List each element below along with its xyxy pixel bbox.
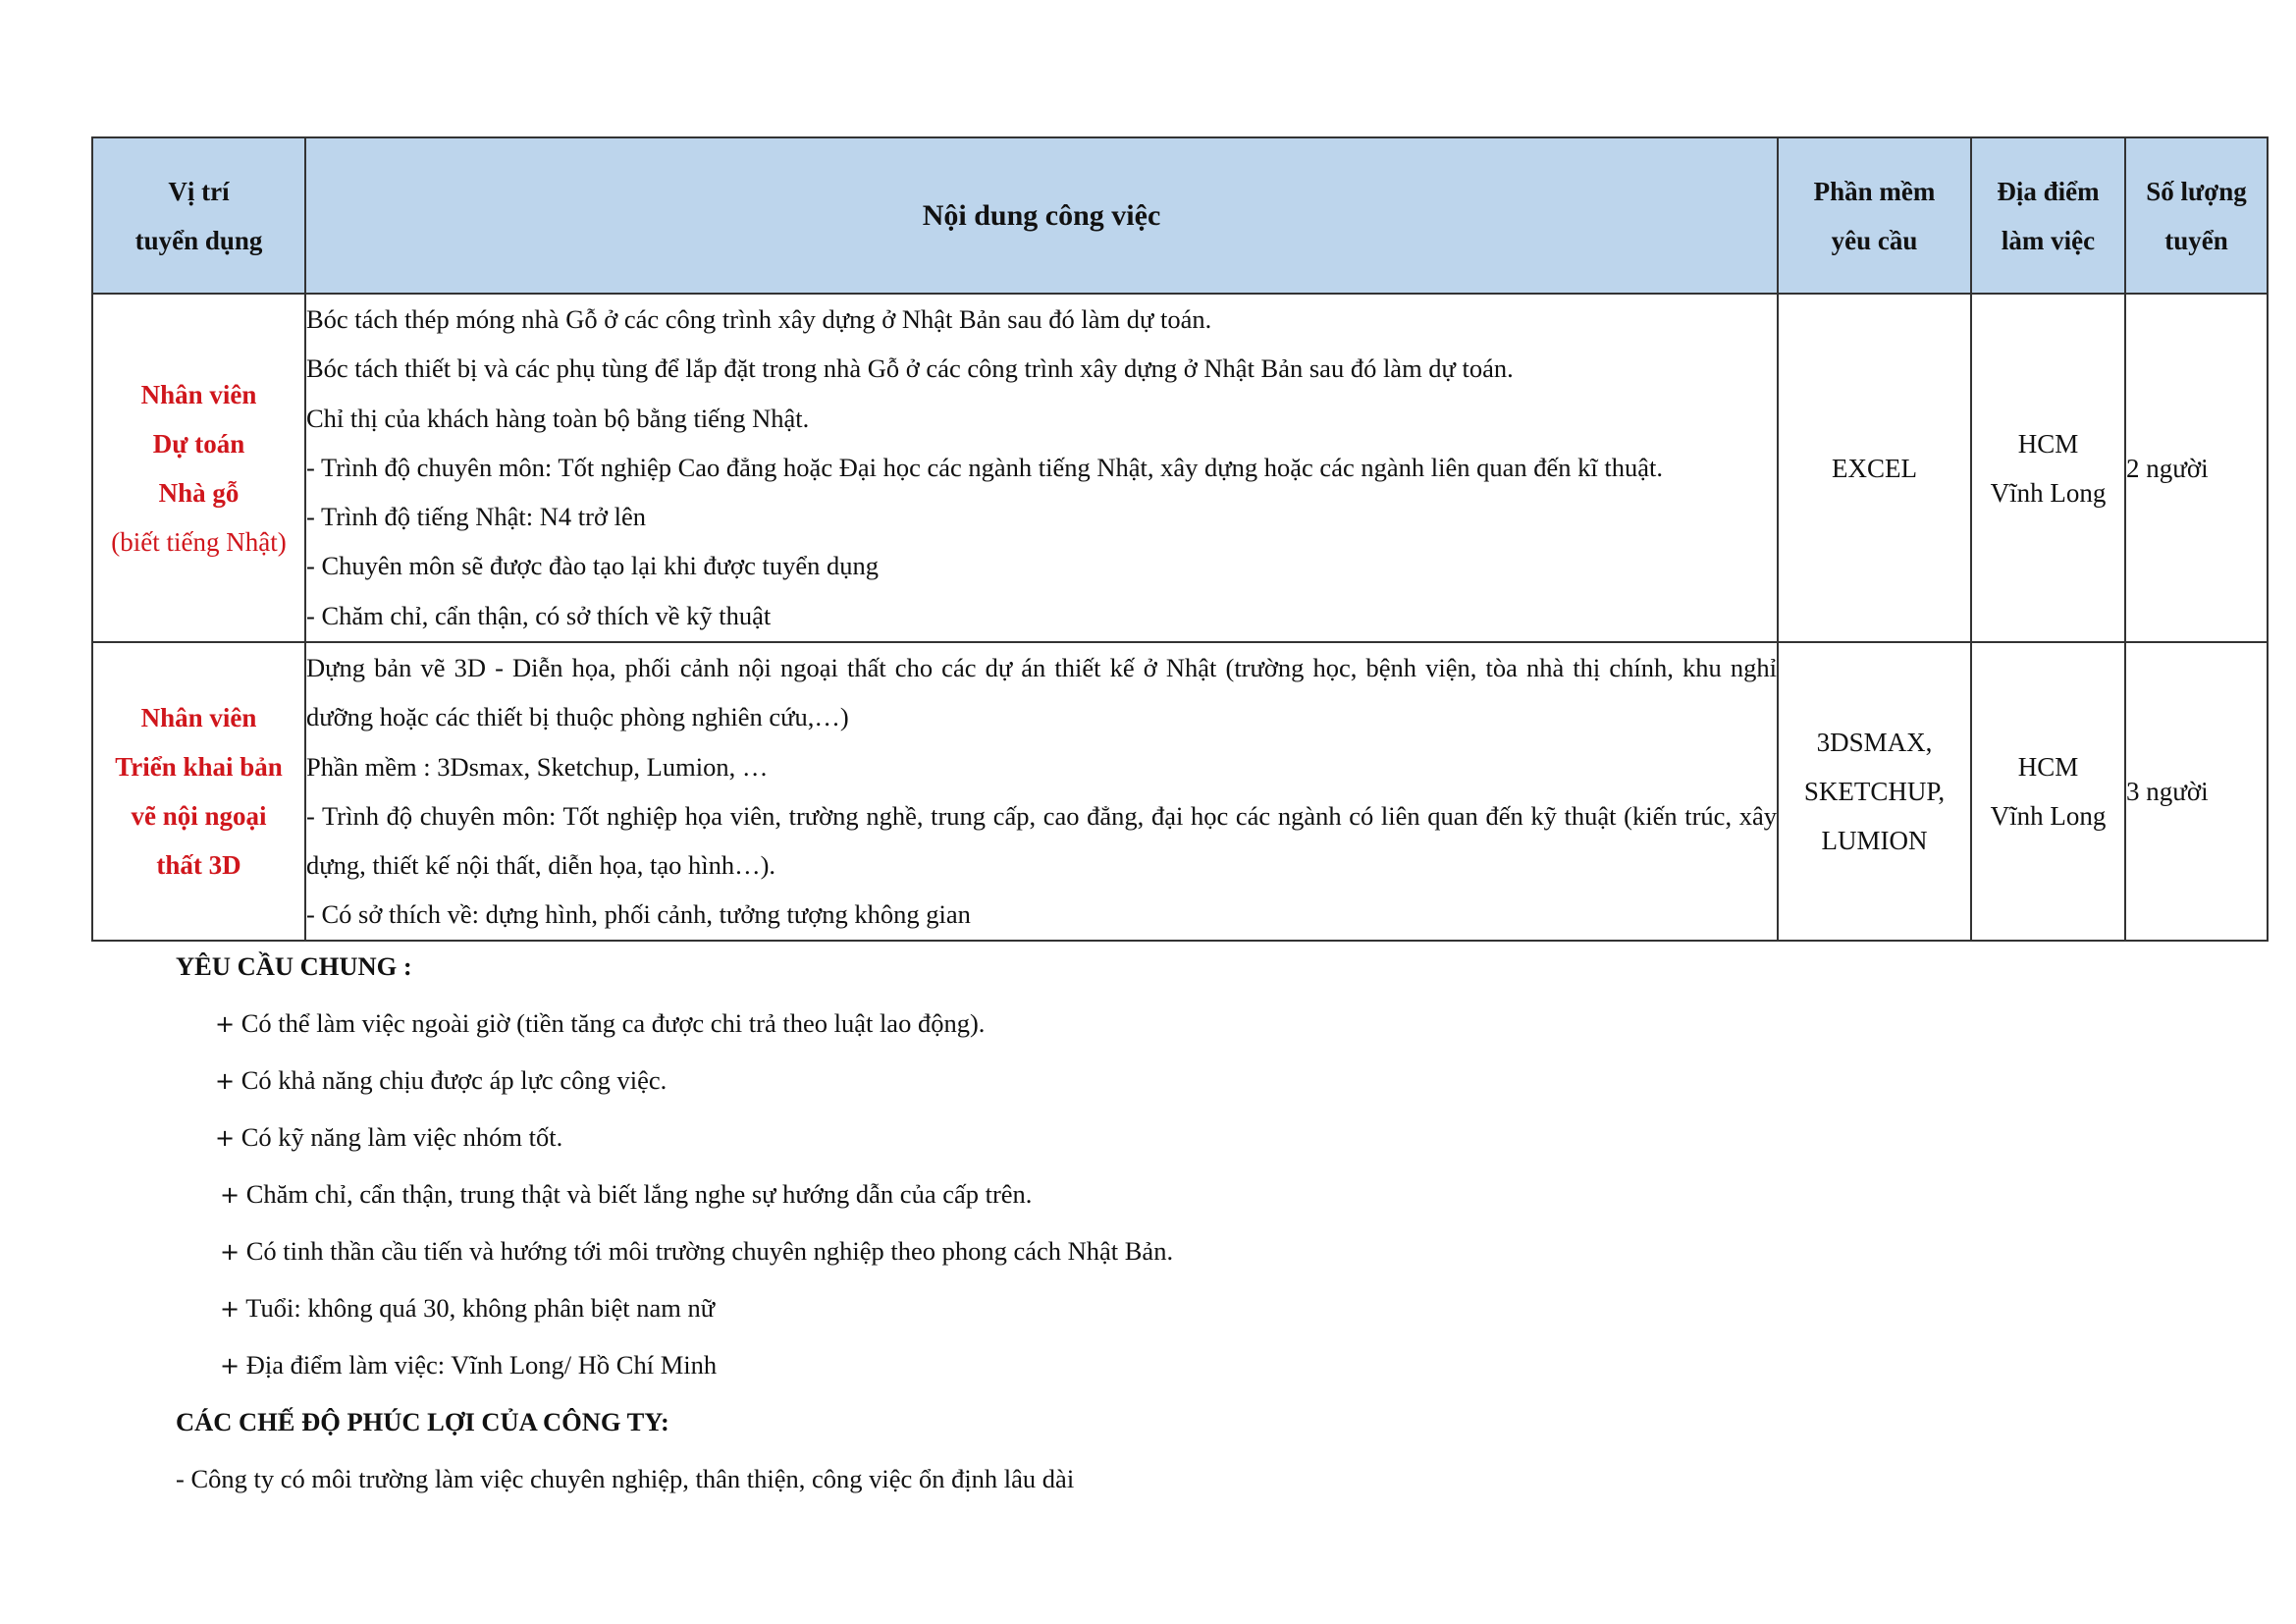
plus-bullet: + — [220, 1238, 240, 1266]
quantity-cell: 2 người — [2125, 294, 2268, 642]
location-cell: HCM Vĩnh Long — [1971, 642, 2125, 941]
requirement-item: + Có khả năng chịu được áp lực công việc. — [215, 1065, 667, 1095]
position-title: Nhà gỗ — [158, 477, 240, 508]
position-note: (biết tiếng Nhật) — [111, 526, 287, 557]
requirement-item: + Có kỹ năng làm việc nhóm tốt. — [215, 1122, 563, 1152]
content-line: - Trình độ chuyên môn: Tốt nghiệp họa viên, trường nghề, trung cấp, cao đẳng, đại học các ngành có liên quan đến kỹ thuật (kiến trúc, xây dựng, thiết kế nội thất, diễn họa, tạo hình…). — [306, 800, 1777, 881]
content-line: Phần mềm : 3Dsmax, Sketchup, Lumion, … — [306, 751, 769, 782]
position-cell — [92, 642, 305, 941]
content-line: - Chăm chỉ, cẩn thận, có sở thích về kỹ thuật — [306, 600, 772, 630]
position-title: thất 3D — [156, 849, 241, 880]
requirement-item: + Có thể làm việc ngoài giờ (tiền tăng ca được chi trả theo luật lao động). — [215, 1008, 986, 1038]
requirement-item: + Địa điểm làm việc: Vĩnh Long/ Hồ Chí Minh — [220, 1350, 718, 1380]
header-quantity: Số lượng tuyển — [2125, 137, 2268, 294]
plus-bullet: + — [215, 1124, 236, 1152]
content-line: Chỉ thị của khách hàng toàn bộ bằng tiếng Nhật. — [306, 403, 810, 433]
content-line: - Chuyên môn sẽ được đào tạo lại khi được tuyển dụng — [306, 551, 879, 581]
quantity-cell: 3 người — [2125, 642, 2268, 941]
requirement-item: + Có tinh thần cầu tiến và hướng tới môi trường chuyên nghiệp theo phong cách Nhật Bản. — [220, 1236, 1174, 1266]
table-row — [92, 642, 2268, 941]
job-content-cell — [305, 294, 1778, 642]
position-title: Nhân viên — [140, 379, 257, 409]
plus-bullet: + — [215, 1067, 236, 1095]
position-title: Triển khai bản — [115, 751, 283, 782]
header-position: Vị trí tuyển dụng — [92, 137, 305, 294]
location-cell: HCM Vĩnh Long — [1971, 294, 2125, 642]
plus-bullet: + — [220, 1295, 240, 1323]
benefits-heading: CÁC CHẾ ĐỘ PHÚC LỢI CỦA CÔNG TY: — [176, 1407, 669, 1436]
content-line: - Có sở thích về: dựng hình, phối cảnh, tưởng tượng không gian — [306, 899, 971, 930]
plus-bullet: + — [220, 1181, 240, 1209]
header-software: Phần mềm yêu cầu — [1778, 137, 1971, 294]
header-location: Địa điểm làm việc — [1971, 137, 2125, 294]
header-job-content: Nội dung công việc — [305, 137, 1778, 294]
position-title: vẽ nội ngoại — [131, 800, 267, 831]
benefit-item: - Công ty có môi trường làm việc chuyên nghiệp, thân thiện, công việc ổn định lâu dài — [176, 1464, 1075, 1493]
position-title: Nhân viên — [140, 702, 257, 732]
plus-bullet: + — [215, 1010, 236, 1038]
content-line: Dựng bản vẽ 3D - Diễn họa, phối cảnh nội ngoại thất cho các dự án thiết kế ở Nhật (trường học, bệnh viện, tòa nhà thị chính, khu nghỉ dưỡng hoặc các thiết bị thuộc phòng nghiên cứu,…) — [306, 653, 1777, 732]
requirements-heading: YÊU CẦU CHUNG : — [176, 951, 412, 981]
content-line: Bóc tách thép móng nhà Gỗ ở các công trình xây dựng ở Nhật Bản sau đó làm dự toán. — [306, 304, 1212, 334]
plus-bullet: + — [220, 1352, 240, 1380]
job-content-cell — [305, 642, 1778, 941]
table-row — [92, 294, 2268, 642]
software-cell: 3DSMAX, SKETCHUP, LUMION — [1778, 642, 1971, 941]
content-line: - Trình độ tiếng Nhật: N4 trở lên — [306, 502, 646, 532]
requirement-item: + Tuổi: không quá 30, không phân biệt nam nữ — [220, 1293, 716, 1323]
position-title: Dự toán — [152, 428, 245, 459]
job-listing-table — [91, 136, 2269, 942]
content-line: - Trình độ chuyên môn: Tốt nghiệp Cao đẳng hoặc Đại học các ngành tiếng Nhật, xây dựng hoặc các ngành liên quan đến kĩ thuật. — [306, 452, 1663, 482]
table-header-row — [92, 137, 2268, 294]
position-cell — [92, 294, 305, 642]
content-line: Bóc tách thiết bị và các phụ tùng để lắp đặt trong nhà Gỗ ở các công trình xây dựng ở Nhật Bản sau đó làm dự toán. — [306, 353, 1514, 384]
requirement-item: + Chăm chỉ, cẩn thận, trung thật và biết lắng nghe sự hướng dẫn của cấp trên. — [220, 1179, 1033, 1209]
software-cell: EXCEL — [1778, 294, 1971, 642]
